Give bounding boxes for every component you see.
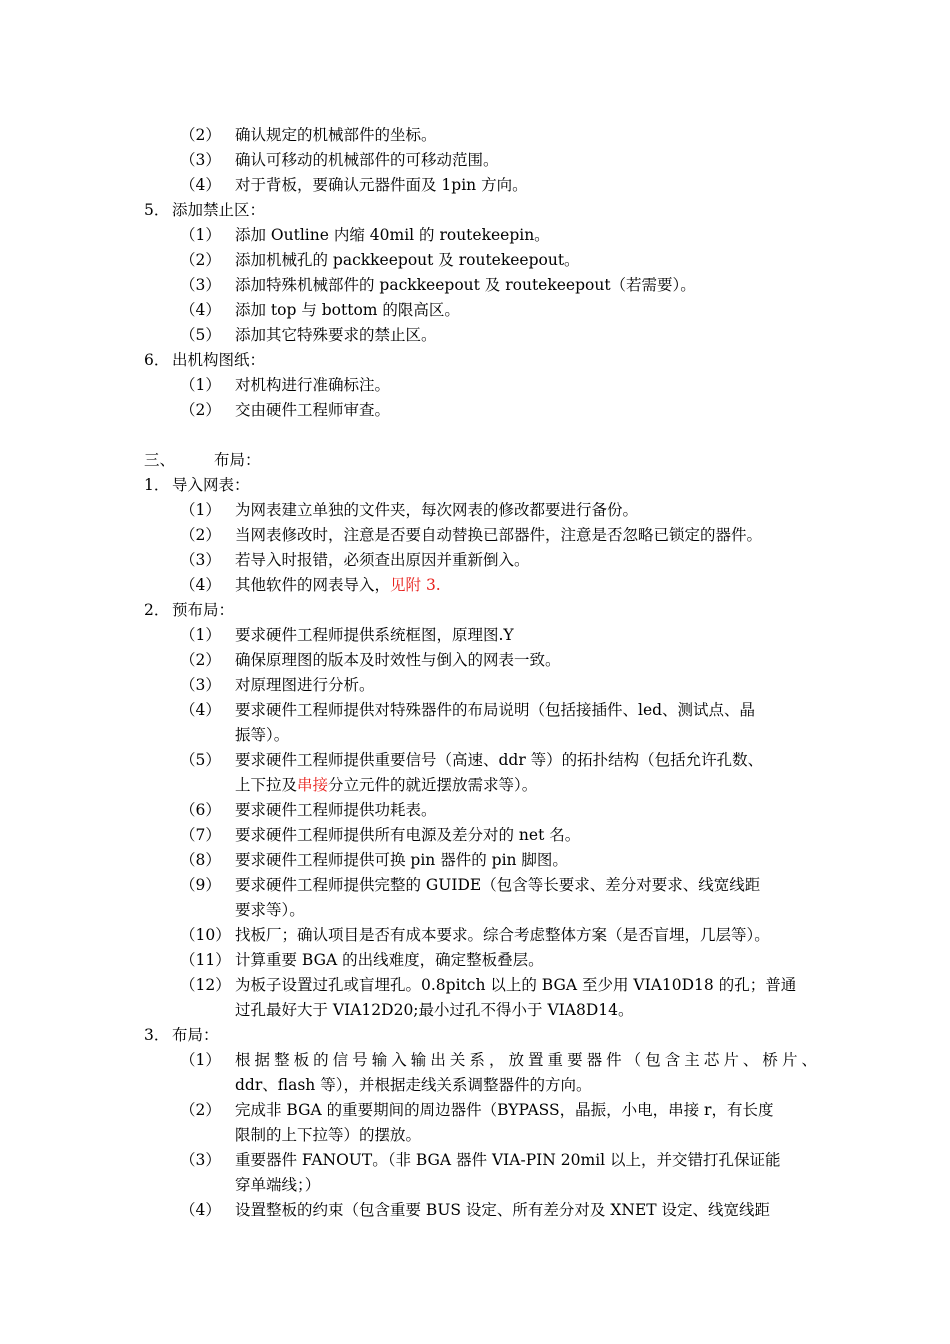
section-heading [0,198,950,223]
item-text-with-reference [235,573,441,598]
list-item [0,323,950,348]
item-number: （2） [180,401,221,419]
item-number: （8） [180,851,221,869]
item-text: 确保原理图的版本及时效性与倒入的网表一致。 [235,651,561,669]
list-item-continuation [0,1073,950,1098]
item-text: 找板厂；确认项目是否有成本要求。综合考虑整体方案（是否盲埋，几层等）。 [235,926,770,944]
list-item [0,298,950,323]
item-number: （2） [180,651,221,669]
list-item [0,1148,950,1173]
item-text: 对原理图进行分析。 [235,676,375,694]
item-number: （1） [180,501,221,519]
item-number: （2） [180,526,221,544]
item-text: 要求等）。 [235,901,305,919]
list-item-continuation [0,1173,950,1198]
list-item-continuation [0,723,950,748]
item-text: 交由硬件工程师审查。 [235,401,391,419]
list-item [0,873,950,898]
blank-line [0,423,950,448]
section-title: 导入网表： [172,476,250,494]
item-number: （6） [180,801,221,819]
section-number: 3． [144,1026,170,1044]
item-text: 完成非 BGA 的重要期间的周边器件（BYPASS，晶振，小电，串接 r，有长度 [235,1101,774,1119]
item-text-mixed [235,773,537,798]
item-text: 要求硬件工程师提供功耗表。 [235,801,437,819]
item-number: （1） [180,226,221,244]
list-item-continuation [0,898,950,923]
item-number: （4） [180,701,221,719]
section-title: 预布局： [172,601,235,619]
item-number: （9） [180,876,221,894]
item-text: 上下拉及 [235,776,298,794]
item-text: 要求硬件工程师提供重要信号（高速、ddr 等）的拓扑结构（包括允许孔数、 [235,751,764,769]
item-text: 添加 Outline 内缩 40mil 的 routekeepin。 [235,226,550,244]
list-item-continuation [0,1123,950,1148]
document-body [0,123,950,1223]
list-item [0,973,950,998]
item-text: 添加机械孔的 packkeepout 及 routekeepout。 [235,251,580,269]
section-number: 6． [144,351,170,369]
list-item-continuation [0,773,950,798]
list-item [0,548,950,573]
list-item [0,698,950,723]
item-number: （4） [180,176,221,194]
item-text: 为网表建立单独的文件夹，每次网表的修改都要进行备份。 [235,501,639,519]
item-number: （1） [180,1051,221,1069]
section-title: 添加禁止区： [172,201,266,219]
item-number: （3） [180,276,221,294]
list-item-continuation [0,998,950,1023]
item-text: 穿单端线；） [235,1176,321,1194]
list-item [0,748,950,773]
list-item [0,1048,950,1073]
item-text: 对机构进行准确标注。 [235,376,391,394]
list-item [0,823,950,848]
section-title: 出机构图纸： [172,351,266,369]
item-text: 计算重要 BGA 的出线难度，确定整板叠层。 [235,951,544,969]
item-text: 确认规定的机械部件的坐标。 [235,126,437,144]
item-text: 要求硬件工程师提供完整的 GUIDE（包含等长要求、差分对要求、线宽线距 [235,876,761,894]
list-item [0,673,950,698]
item-number: （3） [180,151,221,169]
item-number: （4） [180,301,221,319]
item-number: （4） [180,1201,221,1219]
item-number: （10） [180,926,231,944]
section-heading [0,473,950,498]
item-number: （12） [180,976,231,994]
item-text: 确认可移动的机械部件的可移动范围。 [235,151,499,169]
list-item [0,398,950,423]
list-item [0,373,950,398]
item-text: 要求硬件工程师提供系统框图，原理图.Y [235,626,514,644]
item-text: 添加 top 与 bottom 的限高区。 [235,301,460,319]
list-item [0,798,950,823]
list-item [0,273,950,298]
part-title: 布局： [214,451,261,469]
item-text: 若导入时报错，必须查出原因并重新倒入。 [235,551,530,569]
item-number: （3） [180,676,221,694]
list-item [0,123,950,148]
list-item [0,573,950,598]
item-text: 重要器件 FANOUT。（非 BGA 器件 VIA-PIN 20mil 以上，并交错打孔保证能 [235,1151,781,1169]
section-heading [0,1023,950,1048]
item-number: （2） [180,126,221,144]
item-text: 要求硬件工程师提供所有电源及差分对的 net 名。 [235,826,581,844]
item-text: 对于背板，要确认元器件面及 1pin 方向。 [235,176,528,194]
highlighted-term: 串接 [297,776,329,794]
item-text: 设置整板的约束（包含重要 BUS 设定、所有差分对及 XNET 设定、线宽线距 [235,1201,771,1219]
item-text: 要求硬件工程师提供对特殊器件的布局说明（包括接插件、led、测试点、晶 [235,701,756,719]
item-number: （4） [180,576,221,594]
item-number: （2） [180,251,221,269]
item-text: 分立元件的就近摆放需求等）。 [328,776,538,794]
item-number: （5） [180,326,221,344]
list-item [0,923,950,948]
item-text: 振等）。 [235,726,290,744]
section-number: 1． [144,476,170,494]
part-heading [0,448,950,473]
item-number: （2） [180,1101,221,1119]
item-text: 当网表修改时，注意是否要自动替换已部器件，注意是否忽略已锁定的器件。 [235,526,763,544]
list-item [0,1198,950,1223]
item-number: （5） [180,751,221,769]
item-text: 限制的上下拉等）的摆放。 [235,1126,422,1144]
item-text: 添加特殊机械部件的 packkeepout 及 routekeepout（若需要）。 [235,276,696,294]
appendix-reference-link[interactable]: 见附 3. [390,576,441,594]
list-item [0,623,950,648]
item-number: （3） [180,1151,221,1169]
list-item [0,173,950,198]
section-number: 5． [144,201,170,219]
item-text: 根据整板的信号输入输出关系，放置重要器件（包含主芯片、桥片、 [235,1051,817,1069]
section-heading [0,598,950,623]
item-number: （7） [180,826,221,844]
part-number: 三、 [144,451,176,469]
section-title: 布局： [172,1026,219,1044]
list-item [0,848,950,873]
list-item [0,1098,950,1123]
item-text: 要求硬件工程师提供可换 pin 器件的 pin 脚图。 [235,851,568,869]
list-item [0,148,950,173]
section-number: 2． [144,601,170,619]
list-item [0,648,950,673]
list-item [0,948,950,973]
item-number: （11） [180,951,231,969]
item-text: 添加其它特殊要求的禁止区。 [235,326,437,344]
item-number: （3） [180,551,221,569]
item-number: （1） [180,376,221,394]
list-item [0,223,950,248]
list-item [0,248,950,273]
section-heading [0,348,950,373]
list-item [0,498,950,523]
item-text: ddr、flash 等），并根据走线关系调整器件的方向。 [235,1076,592,1094]
item-text: 为板子设置过孔或盲埋孔。0.8pitch 以上的 BGA 至少用 VIA10D18 的孔；普通 [235,976,797,994]
item-text: 过孔最好大于 VIA12D20;最小过孔不得小于 VIA8D14。 [235,1001,634,1019]
item-text: 其他软件的网表导入， [235,576,391,594]
list-item [0,523,950,548]
item-number: （1） [180,626,221,644]
